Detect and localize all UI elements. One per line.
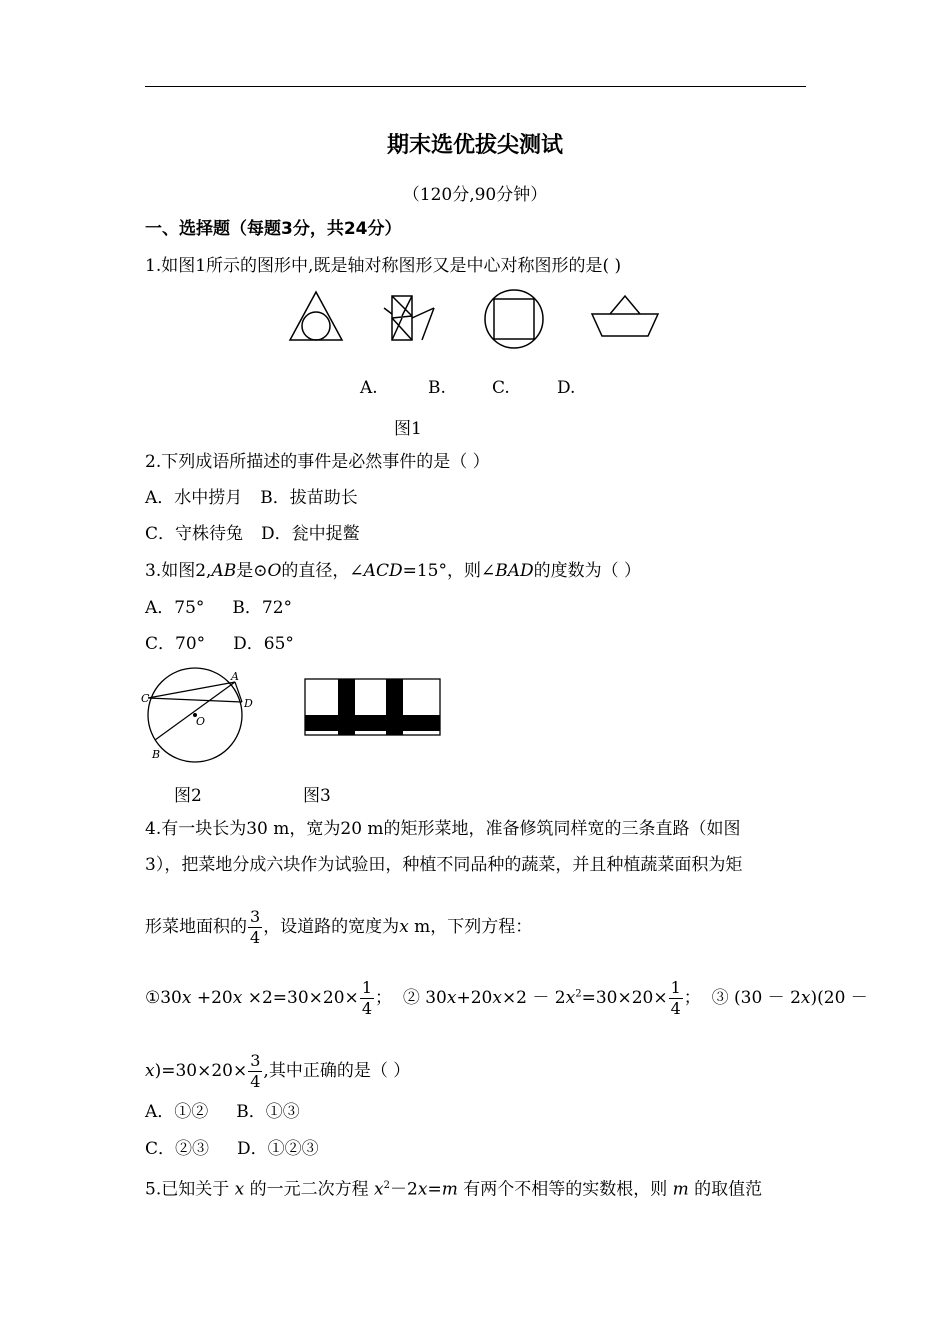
question-2-options-ab xyxy=(145,487,358,509)
figure-label-c: C. xyxy=(492,378,510,398)
figure-1-caption: 图1 xyxy=(394,419,422,439)
figure-d-boat xyxy=(592,296,658,336)
fraction-one-quarter-2: $\frac{1}{4}$ xyxy=(670,978,681,1018)
section-heading: 一、选择题（每题3分，共24分） xyxy=(145,219,402,239)
question-4-options-ab xyxy=(145,1101,300,1123)
question-4-line-2: 3），把菜地分成六块作为试验田，种植不同品种的蔬菜，并且种植蔬菜面积为矩 xyxy=(145,855,743,875)
question-4-equations: ①30x +20x ×2=30×20× $\frac{1}{4}$ ； ② $30x+20x\times 2 - 2x^2=30\times 20\times$ $\frac{1}{4}$ ； ③ (30 － 2x)(20 － xyxy=(145,978,868,1018)
figure-3-field-diagram xyxy=(304,678,442,738)
figure-3-caption: 图3 xyxy=(303,786,331,806)
page-subtitle: （120分,90分钟） xyxy=(402,185,548,205)
question-3-options-ab xyxy=(145,597,292,619)
question-2-options-cd xyxy=(145,523,360,545)
figure-label-a: A. xyxy=(360,378,378,398)
option-b: B．拔苗助长 xyxy=(260,488,358,508)
question-4-line-3: 形菜地面积的 $\frac{3}{4}$ ，设道路的宽度为x m，下列方程： xyxy=(145,907,533,947)
fraction-three-quarters-2: $\frac{3}{4}$ xyxy=(250,1051,261,1091)
point-b-label: B xyxy=(152,748,161,761)
question-2-stem: 2.下列成语所描述的事件是必然事件的是（ ） xyxy=(145,452,490,472)
figure-a-triangle-circle xyxy=(290,292,342,340)
option-c: C．70° xyxy=(145,634,206,654)
question-3-stem: 3.如图2,AB是⊙O的直径，∠ACD=15°，则∠BAD的度数为（ ） xyxy=(145,561,642,581)
option-d: D．65° xyxy=(233,634,294,654)
point-d-label: D xyxy=(244,697,253,710)
option-c: C．守株待兔 xyxy=(145,524,244,544)
figure-c-circle-square xyxy=(485,290,543,348)
question-3-options-cd xyxy=(145,633,294,655)
option-d: D．瓮中捉鳖 xyxy=(261,524,360,544)
option-a: A．水中捞月 xyxy=(145,488,243,508)
point-c-label: C xyxy=(141,692,150,705)
question-1-stem: 1.如图1所示的图形中,既是轴对称图形又是中心对称图形的是( ) xyxy=(145,256,622,276)
figure-label-d: D. xyxy=(557,378,576,398)
figure-b-pinwheel xyxy=(384,296,434,340)
question-1-figures xyxy=(280,288,670,350)
question-5-stem: 5.已知关于 x 的一元二次方程 $x^2-2x=m$ 有两个不相等的实数根，则 m 的取值范 xyxy=(145,1179,763,1200)
figure-label-b: B. xyxy=(428,378,446,398)
figure-2-circle-diagram xyxy=(138,662,258,766)
question-4-line-1: 4.有一块长为30 m，宽为20 m的矩形菜地，准备修筑同样宽的三条直路（如图 xyxy=(145,819,741,839)
option-a: A．①② xyxy=(145,1102,209,1122)
fraction-one-quarter: $\frac{1}{4}$ xyxy=(361,978,372,1018)
fraction-three-quarters: $\frac{3}{4}$ xyxy=(250,907,261,947)
option-d: D．①②③ xyxy=(237,1139,319,1159)
question-4-line-5: x)=30×20× $\frac{3}{4}$ ,其中正确的是（ ） xyxy=(145,1051,411,1091)
option-b: B．①③ xyxy=(236,1102,300,1122)
question-4-options-cd xyxy=(145,1138,319,1160)
option-b: B．72° xyxy=(232,598,293,618)
point-o-label: O xyxy=(196,715,206,728)
point-a-label: A xyxy=(231,670,239,683)
top-rule xyxy=(145,86,806,87)
option-c: C．②③ xyxy=(145,1139,210,1159)
figure-2-caption: 图2 xyxy=(174,786,202,806)
page-title: 期末选优拔尖测试 xyxy=(386,133,563,158)
option-a: A．75° xyxy=(145,598,205,618)
